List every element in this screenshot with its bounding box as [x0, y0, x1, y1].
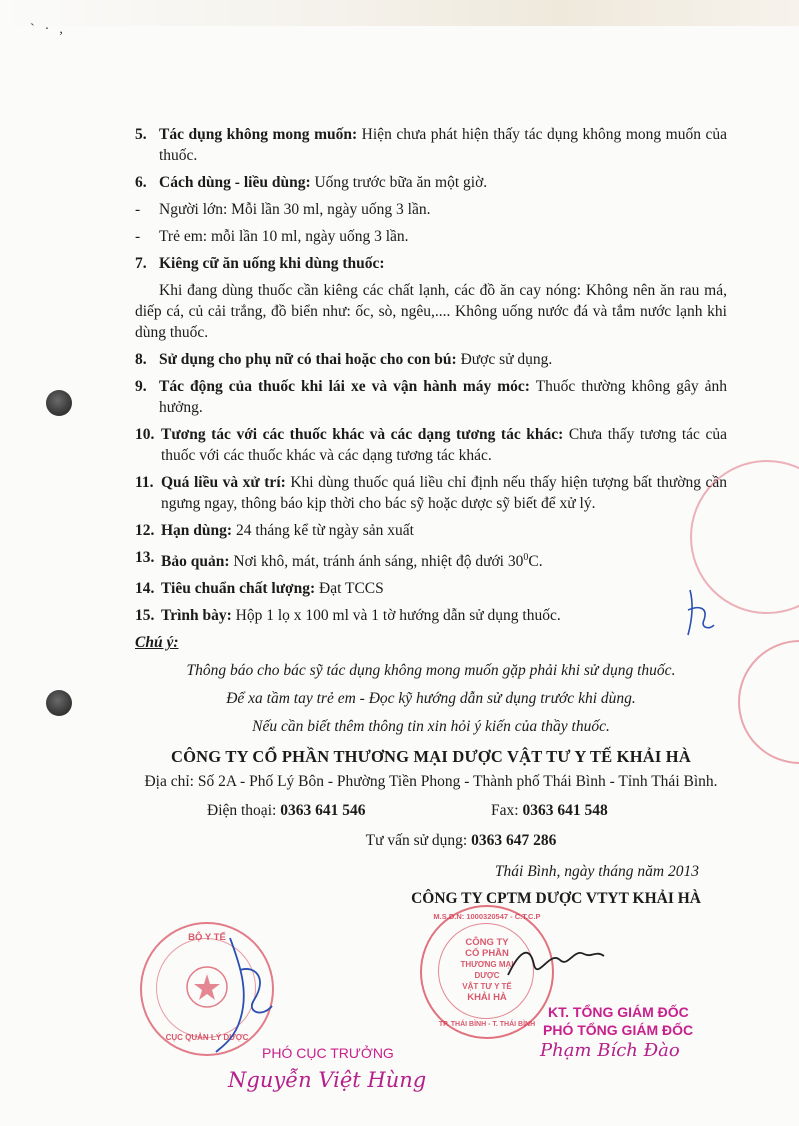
fax-number: 0363 641 548	[522, 802, 608, 820]
dosage-text: Trẻ em: mỗi lần 10 ml, ngày uống 3 lần.	[159, 228, 409, 245]
item-label: Tương tác với các thuốc khác và các dạng tương tác khác:	[161, 426, 564, 443]
item-11	[135, 472, 727, 514]
item-text: Uống trước bữa ăn một giờ.	[310, 174, 488, 191]
item-number: 14.	[135, 580, 155, 598]
bullet-dash: -	[135, 228, 141, 245]
company-name: CÔNG TY CỔ PHẦN THƯƠNG MẠI DƯỢC VẬT TƯ Y TẾ KHẢI HÀ	[171, 747, 691, 767]
item-label: Tác dụng không mong muốn:	[159, 126, 358, 143]
punch-hole-bottom	[46, 690, 72, 716]
item-number: 11.	[135, 474, 154, 491]
item-text: 24 tháng kể từ ngày sản xuất	[232, 522, 414, 539]
item-7	[135, 253, 727, 274]
item-text: Thuốc thường không gây ảnh hưởng.	[159, 378, 727, 416]
item-label: Cách dùng - liều dùng:	[159, 174, 311, 191]
item-text-tail: C.	[528, 553, 543, 571]
item-6	[135, 172, 727, 193]
item-label: Kiêng cữ ăn uống khi dùng thuốc:	[159, 255, 385, 272]
consult-line	[135, 830, 727, 851]
item-14	[135, 578, 727, 599]
dosage-text: Người lớn: Mỗi lần 30 ml, ngày uống 3 lần.	[159, 201, 431, 218]
item-number: 13.	[135, 549, 155, 566]
note-line: Thông báo cho bác sỹ tác dụng không mong muốn gặp phải khi sử dụng thuốc.	[186, 662, 676, 680]
left-signature-icon	[210, 930, 280, 1060]
item-label: Tiêu chuẩn chất lượng:	[161, 580, 316, 598]
company-stamp-ring-text: M.S.D.N: 1000320547 - C.T.C.P	[433, 912, 541, 921]
item-number: 10.	[135, 426, 155, 443]
company-stamp-line: CÔNG TY	[465, 937, 509, 948]
ministry-stamp-top-text: BỘ Y TẾ	[188, 932, 226, 943]
company-stamp-line: CỔ PHẦN	[465, 948, 509, 959]
item-text: Đạt TCCS	[315, 580, 384, 598]
signing-company: CÔNG TY CPTM DƯỢC VTYT KHẢI HÀ	[411, 890, 701, 908]
item-label: Hạn dùng:	[161, 522, 233, 539]
item-label: Trình bày:	[161, 607, 232, 625]
left-signer-name: Nguyễn Việt Hùng	[228, 1068, 427, 1092]
item-text: Được sử dụng.	[456, 351, 553, 368]
note-title: Chú ý:	[135, 634, 179, 652]
right-signature-icon	[500, 930, 610, 990]
place-date: Thái Bình, ngày tháng năm 2013	[494, 863, 699, 881]
item-5	[135, 124, 727, 166]
item-text: Hiện chưa phát hiện thấy tác dụng không mong muốn của thuốc.	[159, 126, 727, 164]
item-text: Chưa thấy tương tác của thuốc với các thuốc khác và các dạng tương tác khác.	[161, 426, 727, 464]
consult-number: 0363 647 286	[471, 832, 557, 850]
fax	[491, 800, 608, 821]
document-body	[135, 124, 727, 909]
item-text: Nơi khô, mát, tránh ánh sáng, nhiệt độ dưới 30	[229, 553, 524, 571]
note-line: Nếu cần biết thêm thông tin xin hỏi ý kiến của thầy thuốc.	[252, 718, 610, 736]
item-number: 8.	[135, 351, 147, 368]
item-label: Sử dụng cho phụ nữ có thai hoặc cho con bú:	[159, 351, 457, 368]
consult-label: Tư vấn sử dụng:	[365, 832, 472, 850]
company-stamp-line: KHẢI HÀ	[467, 992, 507, 1003]
item-label: Tác động của thuốc khi lái xe và vận hành máy móc:	[159, 378, 530, 395]
item-label: Bảo quản:	[161, 553, 230, 571]
right-signer-title-2: PHÓ TỔNG GIÁM ĐỐC	[543, 1022, 694, 1038]
item-text: Khi dùng thuốc quá liều chỉ định nếu thấy hiện tượng bất thường cần ngưng ngay, thông báo kịp thời cho bác sỹ hoặc dược sỹ biết để xử lý.	[161, 474, 727, 512]
edge-stamp-lower	[738, 640, 799, 764]
item-number: 12.	[135, 522, 155, 539]
item-9	[135, 376, 727, 418]
item-number: 5.	[135, 126, 147, 143]
company-stamp-city-text: TP. THÁI BÌNH - T. THÁI BÌNH	[438, 1021, 536, 1028]
diet-paragraph: Khi đang dùng thuốc cần kiêng các chất lạnh, các đồ ăn cay nóng: Không nên ăn rau má, diếp cá, củ cải trắng, đồ biển như: ốc, sò, ngêu,.... Không uống nước đá và tắm nước lạnh khi dùng thuốc.	[135, 282, 727, 341]
item-number: 6.	[135, 174, 147, 191]
item-8	[135, 349, 727, 370]
item-10	[135, 424, 727, 466]
company-address: Địa chỉ: Số 2A - Phố Lý Bôn - Phường Tiền Phong - Thành phố Thái Bình - Tỉnh Thái Bình.	[144, 773, 718, 791]
pen-mark-icon	[680, 580, 720, 640]
item-13	[135, 547, 727, 572]
scan-marks: `·,	[30, 22, 73, 37]
phone-number: 0363 641 546	[280, 802, 366, 820]
item-12	[135, 520, 727, 541]
company-stamp-line: VẬT TƯ Y TẾ	[462, 982, 512, 991]
note-line: Để xa tầm tay trẻ em - Đọc kỹ hướng dẫn sử dụng trước khi dùng.	[226, 690, 636, 708]
dosage-adult	[135, 199, 727, 220]
ministry-stamp-bottom-text: CỤC QUẢN LÝ DƯỢC	[165, 1033, 249, 1042]
phone-label: Điện thoại:	[207, 802, 281, 820]
item-number: 9.	[135, 378, 147, 395]
item-text: Hộp 1 lọ x 100 ml và 1 tờ hướng dẫn sử dụng thuốc.	[231, 607, 561, 625]
left-signer-title: PHÓ CỤC TRƯỞNG	[262, 1045, 394, 1061]
scan-top-band	[0, 0, 799, 26]
bullet-dash: -	[135, 201, 141, 218]
right-signer-name: Phạm Bích Đào	[540, 1040, 680, 1061]
dosage-child	[135, 226, 727, 247]
company-stamp-line: THƯƠNG MẠI DƯỢC	[460, 960, 514, 980]
degree-superscript: 0	[523, 552, 529, 563]
right-signer-title-1: KT. TỔNG GIÁM ĐỐC	[548, 1004, 689, 1020]
item-label: Quá liều và xử trí:	[161, 474, 286, 491]
fax-label: Fax:	[491, 802, 523, 820]
contact-line	[135, 800, 727, 824]
item-number: 15.	[135, 607, 155, 625]
item-number: 7.	[135, 255, 147, 272]
item-15	[135, 605, 727, 626]
punch-hole-top	[46, 390, 72, 416]
phone	[207, 800, 365, 821]
